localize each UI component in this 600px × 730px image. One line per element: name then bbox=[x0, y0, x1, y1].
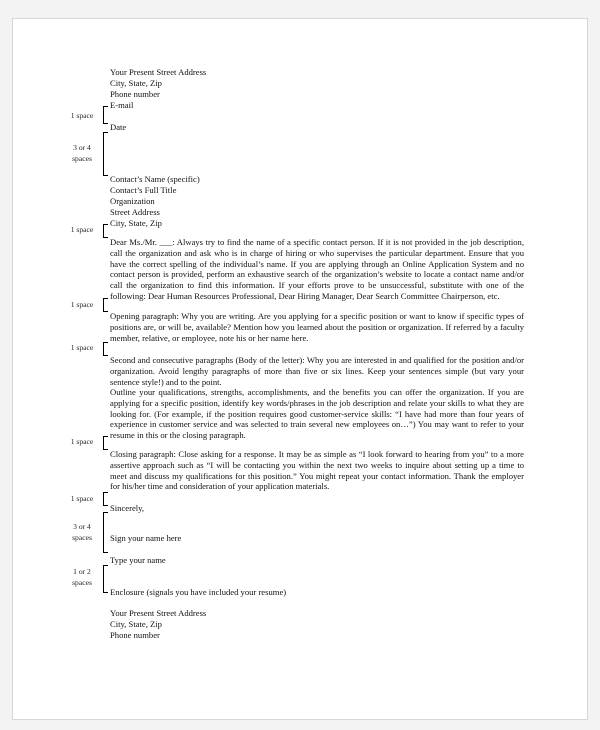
contact-street: Street Address bbox=[110, 207, 160, 217]
salutation-paragraph: Dear Ms./Mr. ___: Always try to find the name of a specific contact person. If it is not provided in the job description, call the organization and ask who is in charge of hiring or who supervises the particular department. Ensure that you have the correct spelling of the individual’s name. If you are applying through an Online Application System and no contact person is provided, perform an exhaustive search of the organization’s website to locate a contact name and/or call the organization to find this information. If your efforts prove to be unsuccessful, substitute with one of the following: Dear Human Resources Professional, Dear Hiring Manager, Dear Search Committee Chairperson, etc. bbox=[110, 237, 524, 301]
footer-city: City, State, Zip bbox=[110, 619, 162, 629]
spacing-bracket-8 bbox=[103, 512, 108, 553]
spacing-bracket-6 bbox=[103, 436, 108, 450]
contact-name: Contact’s Name (specific) bbox=[110, 174, 200, 184]
spacing-bracket-2 bbox=[103, 132, 108, 176]
sender-city: City, State, Zip bbox=[110, 78, 162, 88]
sender-email: E-mail bbox=[110, 100, 134, 110]
spacing-label-1: 1 space bbox=[70, 111, 94, 120]
sign-name-line: Sign your name here bbox=[110, 533, 182, 543]
opening-paragraph: Opening paragraph: Why you are writing. Are you applying for a specific position or want to know if specific types of positions are, or will be, available? Mention how you learned about the position or organization. If referred by a faculty member, relative, or employee, note his or her name here. bbox=[110, 311, 524, 343]
enclosure-line: Enclosure (signals you have included your resume) bbox=[110, 587, 287, 597]
date-line: Date bbox=[110, 122, 127, 132]
spacing-label-6: 1 space bbox=[70, 437, 94, 446]
spacing-label-9b: spaces bbox=[72, 578, 92, 587]
spacing-label-7: 1 space bbox=[70, 494, 94, 503]
spacing-label-5: 1 space bbox=[70, 343, 94, 352]
body-paragraph-2: Outline your qualifications, strengths, accomplishments, and the benefits you can offer the organization. If you are applying for a specific position, identify key words/phrases in the job description and relate your skills to what they are looking for. (For example, if the position requires good customer-service skills: “I have had more than four years of experience in customer service and was selected to train several new employees on…”) You may want to refer to your resume in this or the closing paragraph. bbox=[110, 387, 524, 441]
contact-title: Contact’s Full Title bbox=[110, 185, 177, 195]
type-name-line: Type your name bbox=[110, 555, 166, 565]
closing-paragraph: Closing paragraph: Close asking for a response. It may be as simple as “I look forward to hearing from you” to a more assertive approach such as “I will be contacting you within the next two weeks to inquire about setting up a time to meet and discuss my qualifications for this position.” You might repeat your contact information. Thank the employer for his/her time and consideration of your application materials. bbox=[110, 449, 524, 492]
spacing-label-2a: 3 or 4 bbox=[73, 143, 91, 152]
spacing-label-8b: spaces bbox=[72, 533, 92, 542]
contact-city: City, State, Zip bbox=[110, 218, 162, 228]
contact-organization: Organization bbox=[110, 196, 155, 206]
spacing-label-2b: spaces bbox=[72, 154, 92, 163]
spacing-bracket-9 bbox=[103, 565, 108, 593]
spacing-bracket-5 bbox=[103, 342, 108, 356]
spacing-label-4: 1 space bbox=[70, 300, 94, 309]
footer-street: Your Present Street Address bbox=[110, 608, 207, 618]
sender-street: Your Present Street Address bbox=[110, 67, 207, 77]
footer-phone: Phone number bbox=[110, 630, 160, 640]
spacing-bracket-1 bbox=[103, 106, 108, 124]
spacing-label-9a: 1 or 2 bbox=[73, 567, 91, 576]
body-paragraph-1: Second and consecutive paragraphs (Body of the letter): Why you are interested in and qualified for the position and/or organization. Avoid lengthy paragraphs of more than five or six lines. Keep your sentences simple (but vary your sentence style!) and to the point. bbox=[110, 355, 524, 387]
spacing-bracket-4 bbox=[103, 298, 108, 312]
spacing-label-8a: 3 or 4 bbox=[73, 522, 91, 531]
spacing-bracket-7 bbox=[103, 492, 108, 506]
sender-phone: Phone number bbox=[110, 89, 160, 99]
spacing-bracket-3 bbox=[103, 224, 108, 238]
sign-off: Sincerely, bbox=[110, 503, 145, 513]
spacing-label-3: 1 space bbox=[70, 225, 94, 234]
